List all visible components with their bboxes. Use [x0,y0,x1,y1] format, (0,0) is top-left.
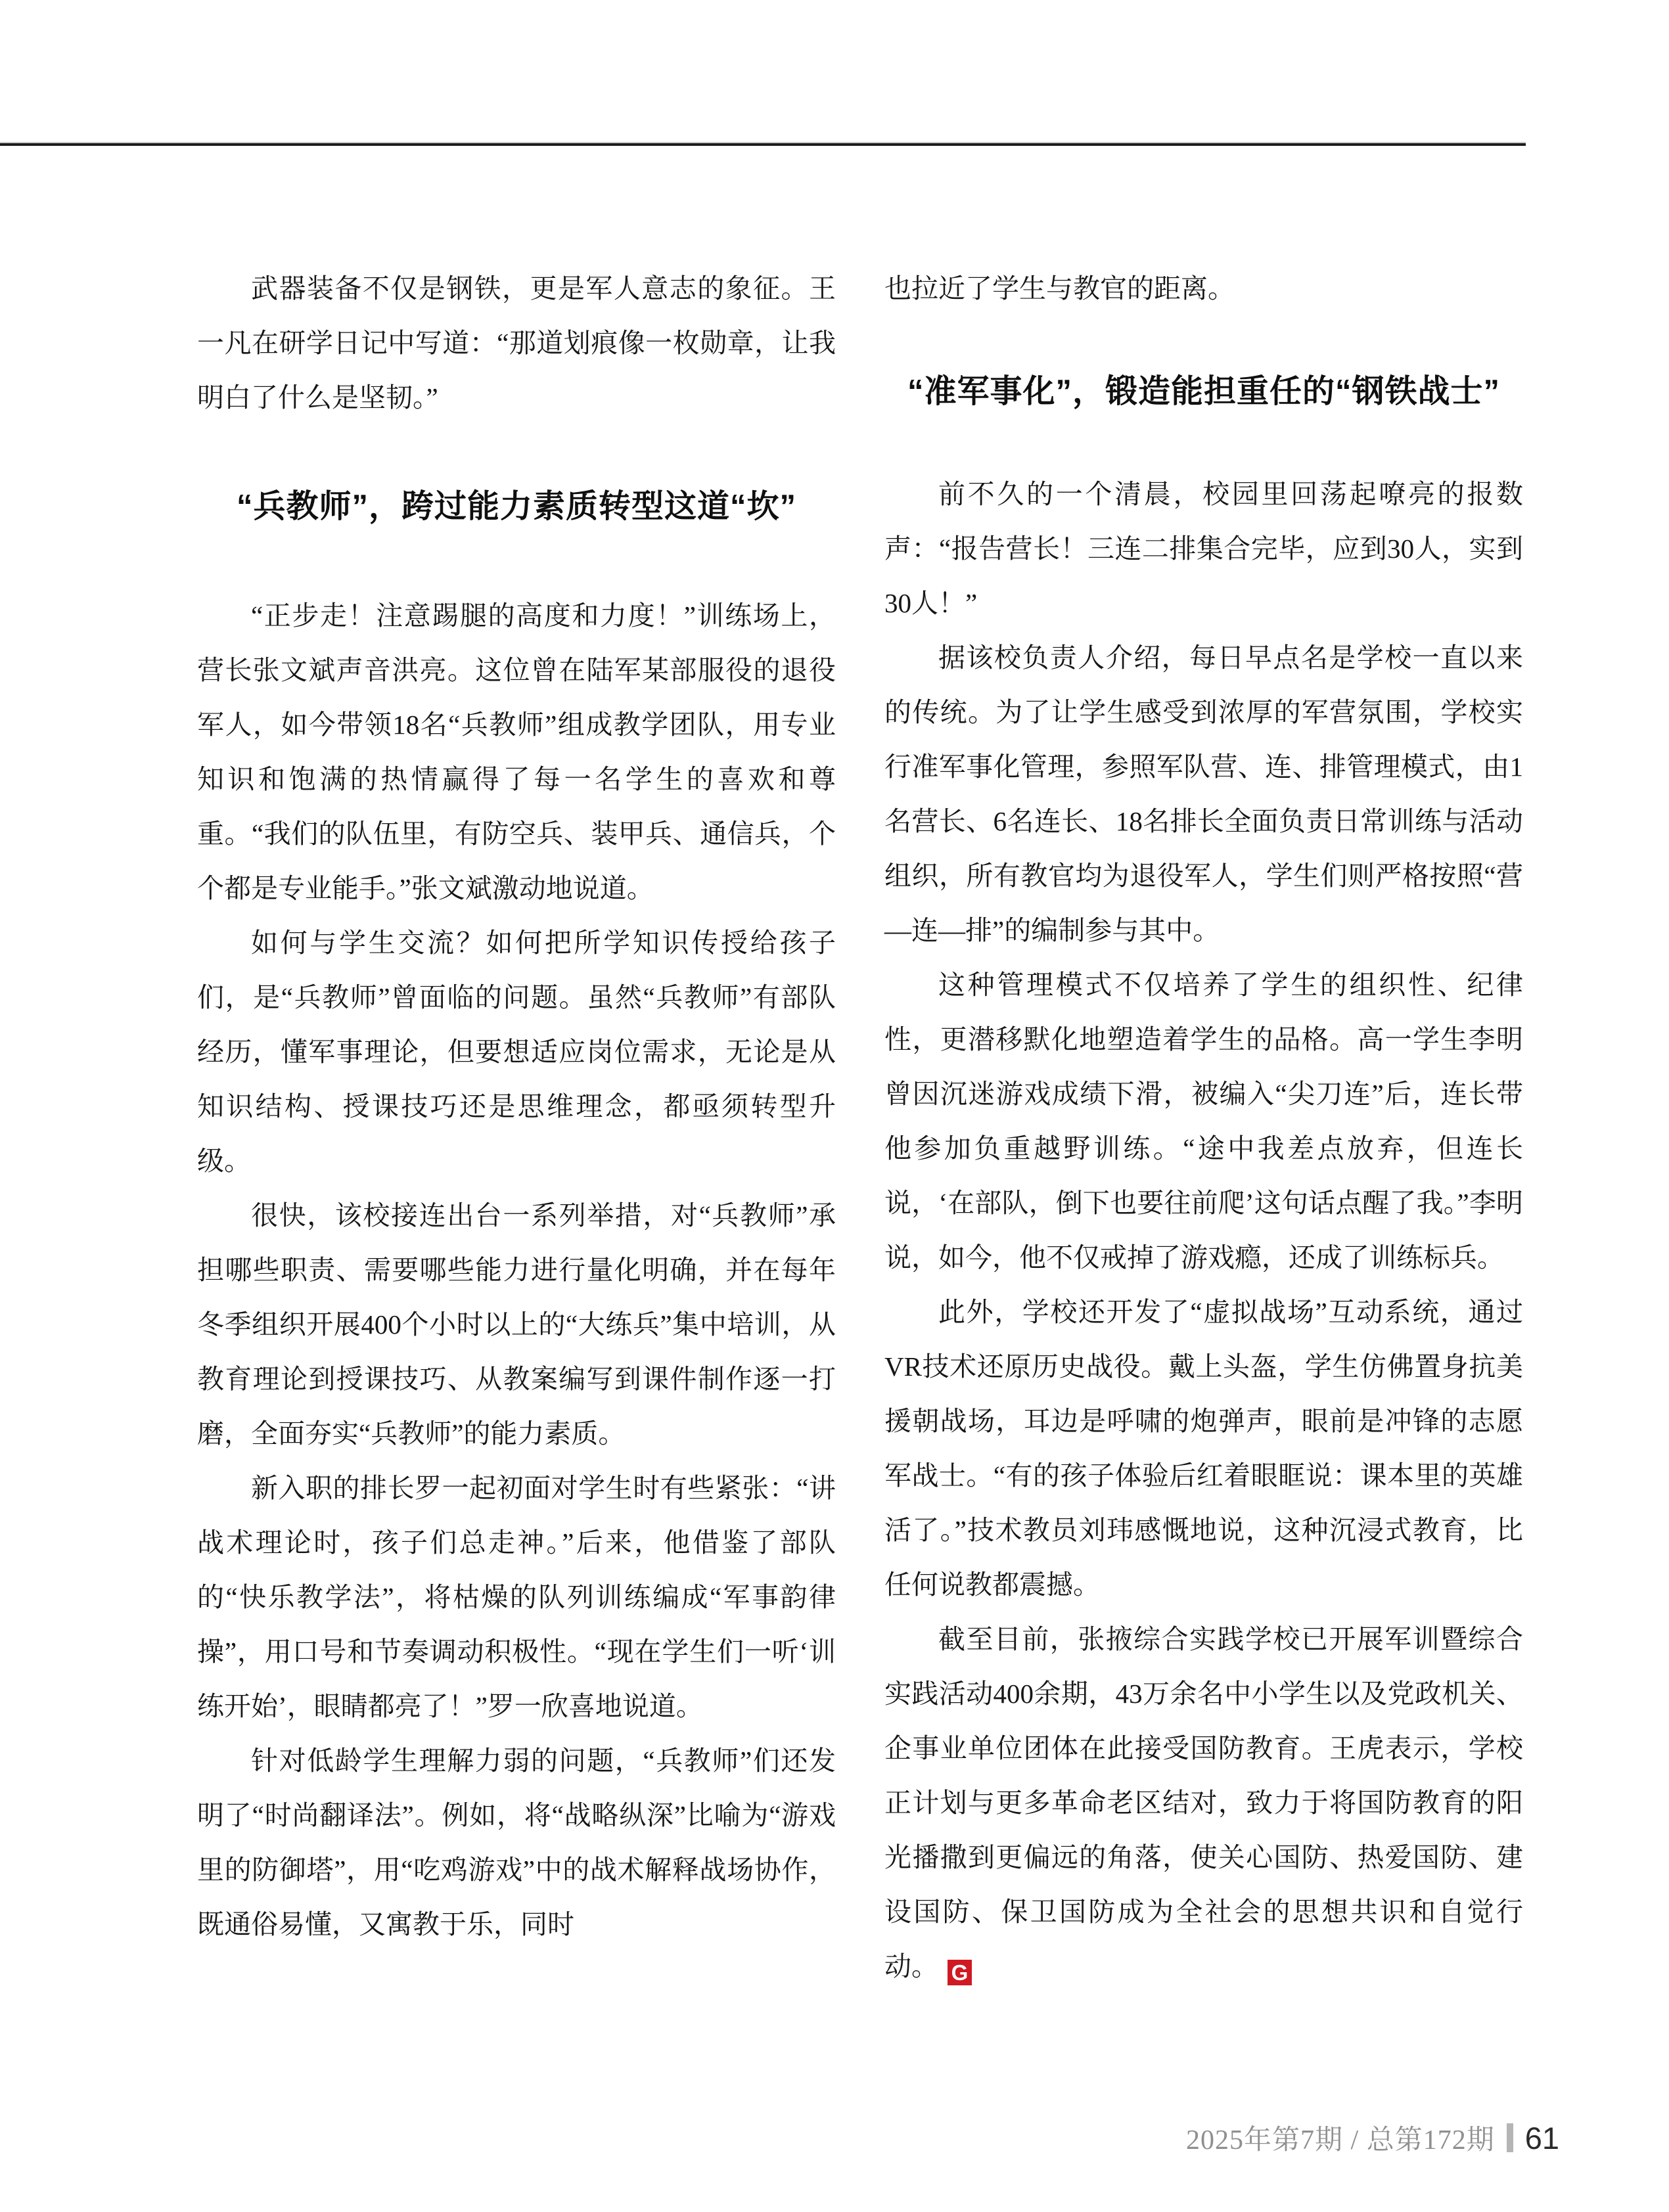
top-rule [0,142,1526,146]
issue-info: 2025年第7期 / 总第172期 [1186,2125,1495,2156]
paragraph: 此外，学校还开发了“虚拟战场”互动系统，通过VR技术还原历史战役。戴上头盔，学生仿佛置身抗美援朝战场，耳边是呼啸的炮弹声，眼前是冲锋的志愿军战士。“有的孩子体验后红着眼眶说：课本里的英雄活了。”技术教员刘玮感慨地说，这种沉浸式教育，比任何说教都震撼。 [884,1297,1523,1600]
paragraph: 针对低龄学生理解力弱的问题，“兵教师”们还发明了“时尚翻译法”。例如，将“战略纵深”比喻为“游戏里的防御塔”，用“吃鸡游戏”中的战术解释战场协作，既通俗易懂，又寓教于乐，同时 [197,1746,836,1939]
paragraph: 很快，该校接连出台一系列举措，对“兵教师”承担哪些职责、需要哪些能力进行量化明确，并在每年冬季组织开展400个小时以上的“大练兵”集中培训，从教育理论到授课技巧、从教案编写到课件制作逐一打磨，全面夯实“兵教师”的能力素质。 [197,1200,836,1449]
footer-separator-bar [1507,2123,1513,2152]
paragraph: 新入职的排长罗一起初面对学生时有些紧张：“讲战术理论时，孩子们总走神。”后来，他借鉴了部队的“快乐教学法”，将枯燥的队列训练编成“军事韵律操”，用口号和节奏调动积极性。“现在学生们一听‘训练开始’，眼睛都亮了！”罗一欣喜地说道。 [197,1473,836,1721]
paragraph: “正步走！注意踢腿的高度和力度！”训练场上，营长张文斌声音洪亮。这位曾在陆军某部服役的退役军人，如今带领18名“兵教师”组成教学团队，用专业知识和饱满的热情赢得了每一名学生的喜欢和尊重。“我们的队伍里，有防空兵、装甲兵、通信兵，个个都是专业能手。”张文斌激动地说道。 [197,600,836,903]
paragraph-intro-continued: 武器装备不仅是钢铁，更是军人意志的象征。王一凡在研学日记中写道：“那道划痕像一枚勋章，让我明白了什么是坚韧。” [197,273,836,413]
page-footer [1186,2119,1559,2156]
section-heading-zhunjunshihua: “准军事化”，锻造能担重任的“钢铁战士” [907,373,1500,409]
right-column [884,261,1523,1994]
paragraph: 据该校负责人介绍，每日早点名是学校一直以来的传统。为了让学生感受到浓厚的军营氛围，学校实行准军事化管理，参照军队营、连、排管理模式，由1名营长、6名连长、18名排长全面负责日常训练与活动组织，所有教官均为退役军人，学生们则严格按照“营—连—排”的编制参与其中。 [884,643,1523,945]
paragraph: 这种管理模式不仅培养了学生的组织性、纪律性，更潜移默化地塑造着学生的品格。高一学生李明曾因沉迷游戏成绩下滑，被编入“尖刀连”后，连长带他参加负重越野训练。“途中我差点放弃，但连长说，‘在部队，倒下也要往前爬’这句话点醒了我。”李明说，如今，他不仅戒掉了游戏瘾，还成了训练标兵。 [884,970,1523,1273]
paragraph-final-text: 截至目前，张掖综合实践学校已开展军训暨综合实践活动400余期，43万余名中小学生以及党政机关、企事业单位团体在此接受国防教育。王虎表示，学校正计划与更多革命老区结对，致力于将国防教育的阳光播撒到更偏远的角落，使关心国防、热爱国防、建设国防、保卫国防成为全社会的思想共识和自觉行动。 [884,1624,1523,1981]
left-column [197,261,836,1952]
section-heading-bingjiaoshi: “兵教师”，跨过能力素质转型这道“坎” [236,489,796,525]
page-number: 61 [1524,2120,1559,2156]
end-mark-g-icon: G [948,1960,972,1985]
paragraph: 前不久的一个清晨，校园里回荡起嘹亮的报数声：“报告营长！三连二排集合完毕，应到30人，实到30人！” [884,479,1523,618]
paragraph: 如何与学生交流？如何把所学知识传授给孩子们，是“兵教师”曾面临的问题。虽然“兵教师”有部队经历，懂军事理论，但要想适应岗位需求，无论是从知识结构、授课技巧还是思维理念，都亟须转型升级。 [197,928,836,1176]
paragraph-continuation: 也拉近了学生与教官的距离。 [884,273,1235,304]
paragraph-final [884,1612,1523,1994]
